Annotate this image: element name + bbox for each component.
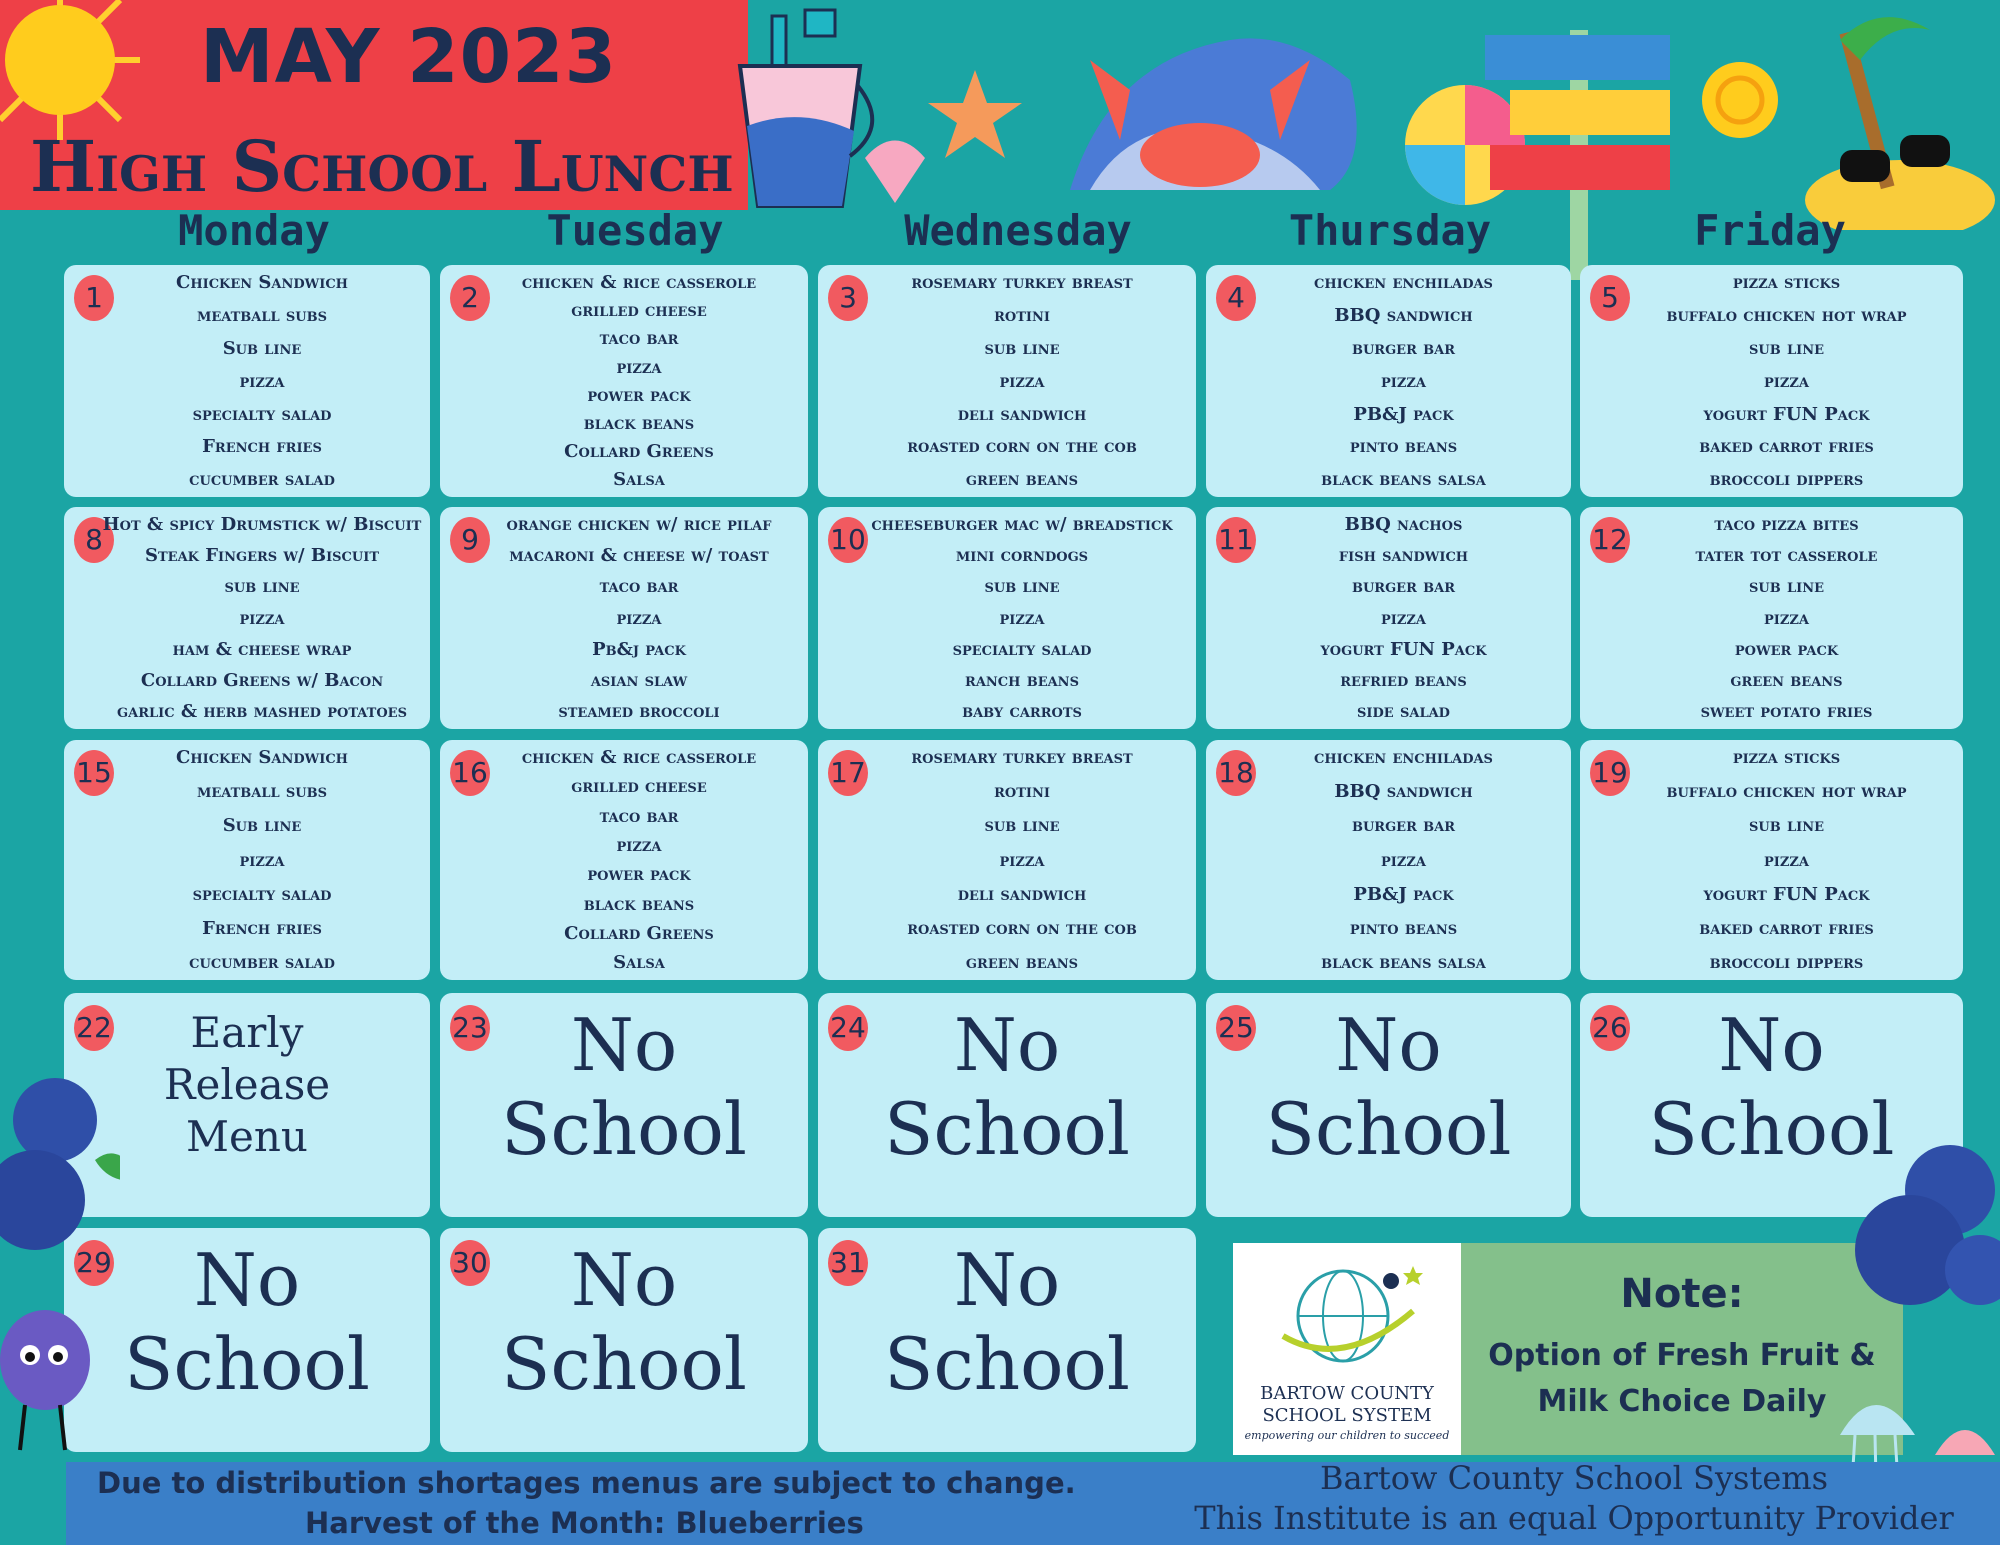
- day-number: 30: [450, 1240, 490, 1286]
- menu-item: macaroni & cheese w/ toast: [509, 545, 769, 567]
- day-cell-16: [440, 740, 808, 980]
- menu-item: BBQ sandwich: [1334, 304, 1473, 326]
- menu-item: pizza: [999, 607, 1045, 629]
- menu-item: cucumber salad: [189, 469, 335, 491]
- menu-item: Hot & spicy Drumstick w/ Biscuit: [102, 514, 422, 535]
- menu-item: sub line: [1749, 576, 1824, 598]
- menu-item: green beans: [965, 469, 1079, 491]
- menu-item: yogurt FUN Pack: [1703, 883, 1870, 905]
- sun-icon: [0, 0, 170, 140]
- menu-item: refried beans: [1340, 670, 1467, 692]
- menu-item: pizza: [1764, 849, 1809, 871]
- menu-item: pizza sticks: [1732, 747, 1841, 768]
- menu-item: pizza: [999, 849, 1045, 871]
- menu-item: roasted corn on the cob: [907, 918, 1137, 940]
- footer-org: Bartow County School Systems: [1319, 1459, 1829, 1497]
- day-cell-9: [440, 507, 808, 729]
- day-cell-25: [1206, 993, 1571, 1217]
- menu-item: fish sandwich: [1338, 545, 1469, 567]
- menu-item: yogurt FUN Pack: [1703, 403, 1870, 425]
- menu-list: [480, 748, 798, 974]
- day-cell-30: [440, 1228, 808, 1452]
- no-school-label: No School: [1648, 1003, 1895, 1171]
- day-number: 22: [74, 1005, 114, 1051]
- day-number: 8: [74, 517, 114, 563]
- menu-item: rosemary turkey breast: [911, 272, 1133, 293]
- menu-item: broccoli dippers: [1709, 952, 1864, 974]
- menu-item: power pack: [587, 384, 691, 406]
- day-cell-19: [1580, 740, 1963, 980]
- day-number: 2: [450, 275, 490, 321]
- no-school-label: No School: [501, 1003, 747, 1171]
- menu-item: sub line: [1749, 815, 1824, 837]
- menu-item: grilled cheese: [571, 776, 707, 798]
- menu-item: ranch beans: [965, 670, 1079, 692]
- weekday-friday: Friday: [1694, 206, 1846, 255]
- menu-item: grilled cheese: [571, 300, 707, 322]
- menu-item: pizza: [1381, 607, 1426, 629]
- menu-item: ham & cheese wrap: [172, 638, 352, 660]
- menu-item: Sub line: [222, 337, 302, 359]
- weekday-tuesday: Tuesday: [546, 206, 724, 255]
- menu-list: [104, 273, 420, 491]
- menu-item: taco bar: [599, 328, 679, 350]
- menu-item: pinto beans: [1349, 918, 1458, 940]
- menu-item: black beans salsa: [1321, 952, 1486, 974]
- menu-item: taco bar: [599, 805, 679, 827]
- menu-item: Chicken Sandwich: [176, 747, 348, 768]
- menu-item: Sub line: [222, 815, 302, 837]
- blueberries-left-icon: [0, 1060, 120, 1260]
- day-number: 4: [1216, 275, 1256, 321]
- menu-list: [1246, 748, 1561, 974]
- menu-item: green beans: [965, 952, 1079, 974]
- day-number: 11: [1216, 517, 1256, 563]
- day-number: 31: [828, 1240, 868, 1286]
- menu-item: sub line: [1749, 337, 1824, 359]
- menu-item: rosemary turkey breast: [911, 747, 1133, 768]
- menu-item: deli sandwich: [957, 883, 1087, 905]
- footer-harvest: Harvest of the Month: Blueberries: [305, 1506, 864, 1540]
- menu-item: black beans salsa: [1321, 469, 1486, 491]
- sand-bucket-icon: [730, 6, 880, 216]
- district-logo: [1233, 1243, 1461, 1455]
- menu-list: [104, 515, 420, 723]
- month-title: MAY 2023: [200, 14, 618, 100]
- menu-item: burger bar: [1351, 815, 1456, 837]
- day-number: 24: [828, 1005, 868, 1051]
- menu-item: side salad: [1357, 701, 1450, 723]
- footer-disclaimer: Due to distribution shortages menus are subject to change.: [97, 1466, 1076, 1500]
- palm-island-sunglasses-icon: [1800, 0, 2000, 230]
- blueberry-character-icon: [0, 1300, 100, 1460]
- crab-wave-icon: [1050, 20, 1370, 200]
- day-cell-15: [64, 740, 430, 980]
- day-cell-10: [818, 507, 1196, 729]
- day-cell-29: [64, 1228, 430, 1452]
- page-title: High School Lunch: [30, 125, 734, 208]
- menu-item: pizza: [616, 356, 662, 378]
- menu-list: [1246, 273, 1561, 491]
- logo-name: BARTOW COUNTY SCHOOL SYSTEM: [1260, 1383, 1434, 1426]
- day-number: 5: [1590, 275, 1630, 321]
- early-release-label: Early Release Menu: [163, 1008, 331, 1161]
- menu-list: [858, 515, 1186, 723]
- globe-logo-icon: [1273, 1261, 1423, 1371]
- footer-equal-opportunity: This Institute is an equal Opportunity Provider: [1194, 1499, 1954, 1537]
- day-cell-18: [1206, 740, 1571, 980]
- day-number: 18: [1216, 750, 1256, 796]
- menu-item: pizza: [239, 607, 285, 629]
- logo-tagline: empowering our children to succeed: [1244, 1429, 1450, 1442]
- menu-item: French fries: [202, 918, 322, 940]
- menu-item: pizza sticks: [1732, 272, 1841, 293]
- weekday-monday: Monday: [178, 206, 330, 255]
- menu-item: green beans: [1730, 670, 1843, 692]
- menu-item: meatball subs: [196, 781, 328, 803]
- menu-item: black beans: [583, 412, 695, 434]
- blueberries-right-icon: [1850, 1130, 2000, 1320]
- menu-item: PB&J pack: [1353, 883, 1454, 905]
- menu-item: Collard Greens w/ Bacon: [140, 670, 384, 692]
- menu-item: cheeseburger mac w/ breadstick: [871, 514, 1173, 535]
- menu-item: sub line: [984, 815, 1060, 837]
- menu-item: pizza: [239, 849, 285, 871]
- note-text: Option of Fresh Fruit & Milk Choice Daily: [1488, 1338, 1876, 1419]
- menu-item: PB&J pack: [1353, 403, 1454, 425]
- menu-item: cucumber salad: [189, 952, 335, 974]
- note-title: Note:: [1620, 1271, 1744, 1317]
- menu-item: mini corndogs: [955, 545, 1089, 567]
- menu-item: tater tot casserole: [1695, 545, 1878, 567]
- menu-list: [1246, 515, 1561, 723]
- menu-item: burger bar: [1351, 337, 1456, 359]
- menu-list: [104, 748, 420, 974]
- menu-item: meatball subs: [196, 304, 328, 326]
- menu-item: sub line: [984, 576, 1060, 598]
- menu-item: yogurt FUN Pack: [1320, 638, 1487, 660]
- menu-list: [480, 515, 798, 723]
- weekday-wednesday: Wednesday: [904, 206, 1132, 255]
- menu-item: garlic & herb mashed potatoes: [117, 701, 407, 723]
- menu-item: orange chicken w/ rice pilaf: [506, 514, 772, 535]
- menu-item: specialty salad: [192, 883, 332, 905]
- starfish-icon: [925, 65, 1025, 165]
- menu-item: sub line: [984, 337, 1060, 359]
- menu-item: broccoli dippers: [1709, 469, 1864, 491]
- day-cell-8: [64, 507, 430, 729]
- menu-item: Chicken Sandwich: [176, 272, 348, 293]
- menu-list: [1620, 273, 1953, 491]
- menu-item: pizza: [616, 834, 662, 856]
- menu-item: black beans: [583, 893, 695, 915]
- menu-item: Collard Greens: [564, 441, 714, 463]
- menu-item: Salsa: [613, 952, 665, 974]
- menu-item: specialty salad: [192, 403, 332, 425]
- menu-item: chicken enchiladas: [1314, 747, 1493, 768]
- menu-list: [858, 273, 1186, 491]
- menu-item: chicken & rice casserole: [521, 747, 757, 768]
- menu-item: French fries: [202, 436, 322, 458]
- day-cell-5: [1580, 265, 1963, 497]
- menu-list: [1620, 515, 1953, 723]
- menu-item: rotini: [994, 781, 1050, 803]
- day-cell-17: [818, 740, 1196, 980]
- no-school-label: No School: [884, 1238, 1130, 1406]
- day-number: 12: [1590, 517, 1630, 563]
- menu-item: steamed broccoli: [558, 701, 720, 723]
- menu-item: chicken & rice casserole: [521, 272, 757, 293]
- menu-list: [858, 748, 1186, 974]
- menu-list: [480, 273, 798, 491]
- day-number: 23: [450, 1005, 490, 1051]
- menu-item: power pack: [587, 864, 691, 886]
- menu-item: pinto beans: [1349, 436, 1458, 458]
- day-number: 17: [828, 750, 868, 796]
- menu-item: Collard Greens: [564, 922, 714, 944]
- day-cell-11: [1206, 507, 1571, 729]
- menu-item: BBQ sandwich: [1334, 781, 1473, 803]
- menu-item: deli sandwich: [957, 403, 1087, 425]
- day-cell-31: [818, 1228, 1196, 1452]
- menu-item: BBQ nachos: [1344, 514, 1463, 535]
- menu-item: specialty salad: [952, 638, 1092, 660]
- menu-item: sweet potato fries: [1700, 701, 1873, 723]
- menu-item: pizza: [239, 370, 285, 392]
- menu-item: rotini: [994, 304, 1050, 326]
- day-number: 19: [1590, 750, 1630, 796]
- no-school-label: No School: [1265, 1003, 1512, 1171]
- menu-item: sub line: [224, 576, 300, 598]
- menu-list: [1620, 748, 1953, 974]
- day-number: 16: [450, 750, 490, 796]
- menu-item: buffalo chicken hot wrap: [1666, 781, 1907, 803]
- menu-item: pizza: [1764, 370, 1809, 392]
- sun-small-icon: [1680, 40, 1800, 160]
- menu-item: burger bar: [1351, 576, 1456, 598]
- menu-item: taco bar: [599, 576, 679, 598]
- menu-item: Pb&j pack: [592, 638, 686, 660]
- menu-item: taco pizza bites: [1714, 514, 1859, 535]
- day-cell-24: [818, 993, 1196, 1217]
- day-number: 9: [450, 517, 490, 563]
- day-cell-1: [64, 265, 430, 497]
- day-cell-3: [818, 265, 1196, 497]
- day-number: 10: [828, 517, 868, 563]
- no-school-label: No School: [501, 1238, 747, 1406]
- seashell-icon: [860, 128, 930, 208]
- menu-item: pizza: [1381, 849, 1426, 871]
- menu-item: power pack: [1734, 638, 1839, 660]
- menu-item: pizza: [1381, 370, 1426, 392]
- menu-item: Salsa: [613, 469, 665, 491]
- no-school-label: No School: [124, 1238, 370, 1406]
- no-school-label: No School: [884, 1003, 1130, 1171]
- menu-item: buffalo chicken hot wrap: [1666, 304, 1907, 326]
- menu-item: chicken enchiladas: [1314, 272, 1493, 293]
- day-number: 26: [1590, 1005, 1630, 1051]
- menu-item: baked carrot fries: [1699, 436, 1874, 458]
- menu-item: pizza: [999, 370, 1045, 392]
- day-cell-23: [440, 993, 808, 1217]
- menu-item: baked carrot fries: [1699, 918, 1874, 940]
- weekday-thursday: Thursday: [1288, 206, 1492, 255]
- day-number: 1: [74, 275, 114, 321]
- day-number: 15: [74, 750, 114, 796]
- menu-item: asian slaw: [590, 670, 688, 692]
- day-cell-4: [1206, 265, 1571, 497]
- menu-item: Steak Fingers w/ Biscuit: [144, 545, 379, 567]
- day-number: 25: [1216, 1005, 1256, 1051]
- day-cell-2: [440, 265, 808, 497]
- menu-item: baby carrots: [962, 701, 1082, 723]
- menu-item: roasted corn on the cob: [907, 436, 1137, 458]
- menu-item: pizza: [616, 607, 662, 629]
- day-cell-12: [1580, 507, 1963, 729]
- menu-item: pizza: [1764, 607, 1809, 629]
- day-number: 29: [74, 1240, 114, 1286]
- day-number: 3: [828, 275, 868, 321]
